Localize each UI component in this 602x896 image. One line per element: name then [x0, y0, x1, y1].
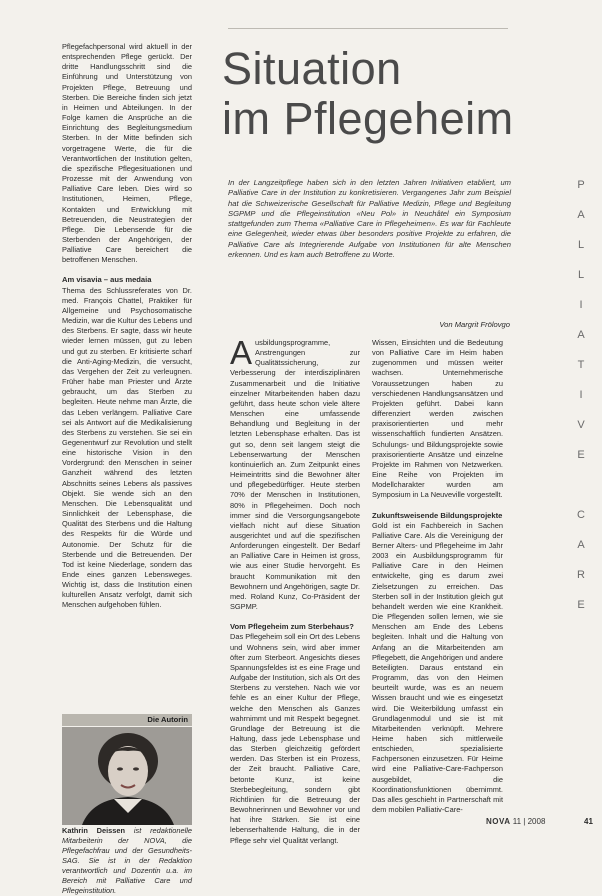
side-letter-spacer — [571, 470, 591, 500]
side-letter: A — [577, 329, 585, 341]
side-letter: T — [577, 359, 585, 371]
side-letter: E — [577, 449, 585, 461]
footer-issue-number: 11 | 2008 — [512, 817, 546, 826]
author-photo — [62, 727, 192, 825]
drop-cap: A — [230, 334, 253, 371]
col2-subheading: Vom Pflegeheim zum Sterbehaus? — [230, 622, 354, 632]
side-letter: V — [577, 419, 585, 431]
title-line-2: im Pflegeheim — [222, 93, 514, 144]
side-letter: I — [579, 299, 583, 311]
top-rule — [228, 28, 508, 29]
column-middle — [230, 334, 360, 846]
article-title — [222, 44, 514, 144]
side-letter: I — [579, 389, 583, 401]
autorin-label: Die Autorin — [147, 715, 188, 724]
title-line-1: Situation — [222, 43, 402, 94]
side-letter: L — [577, 239, 585, 251]
col1-subheading: Am visavia – aus medaia — [62, 275, 152, 285]
col3-subheading: Zukunftsweisende Bildungsprojekte — [372, 510, 503, 520]
column-left — [62, 42, 192, 611]
side-label-palliative-care — [571, 170, 591, 620]
side-letter: A — [577, 209, 585, 221]
author-portrait-image — [62, 727, 192, 825]
col3-paragraph-2: Gold ist ein Fachbereich in Sachen Palliative Care. Als die Vereinigung der Berner Alters- und Pflegeheime im Jahr 2003 ein Ausbildungsprogramm für Palliative Care in den Heimen entwickelte, ging es darum zwei Zielsetzungen zu erreichen. Das Sterben soll in der Institution gleich gut behandelt werden wie eine Krankheit. Die Pflegenden sollen lernen, wie sie Menschen am Ende des Lebens begleiten. Inhalt und die Haltung von Anfang an die Mitarbeitenden am Pflegebett, die Angehörigen und andere Beteiligten. Daraus entstand ein Programm, das von den Heimen beurteilt wurde, was es an neuem Wissen braucht und wie es eingesetzt wird. Die Weiterbildung umfasst ein Grundlagenmodul und sie ist mit Mitarbeitenden verknüpft. Mehrere Heime haben sich mittlerweile entschieden, spezialisierte Fachpersonen einzusetzen. Für Heime wird eine Palliative-Care-Fachperson ausgebildet, die Koordinationsfunktionen übernimmt. Das alles geschieht in Partnerschaft mit dem mobilen Palliativ-Care- — [372, 520, 503, 815]
footer-issue — [486, 817, 545, 826]
side-letter: C — [577, 509, 585, 521]
article-intro: In der Langzeitpflege haben sich in den letzten Jahren Initiativen etabliert, um Palliative Care in der Institution zu konkretisieren. Vergangenes Jahr zum Beispiel hat die Schweizerische Gesellschaft für Palliative Medizin, Pflege und Begleitung SGPMP und die Pflegeinstitution «Neu Pol» in Neuchâtel ein Symposium stattgefunden zum Thema «Palliative Care in Pflegeheimen». Es war für Fachleute eine Gelegenheit, wieder etwas über besonders positive Projekte zu erfahren, die Palliative Care als Integrierende Aufgabe von Institutionen für alte Menschen erkennen. Und es kam auch Betroffene zu Worte. — [228, 178, 511, 260]
col1-paragraph-1: Pflegefachpersonal wird aktuell in der entsprechenden Pflege gerückt. Der dritte Handlungsschritt sind die Einführung und Unterstützung von Projekten Pflege, Betreuung und Sterben. Die Bereiche finden sich jetzt in Heimen und Abteilungen. In der Folge kamen die Ansprüche an die Einrichtung des Begleitungsmedium Sterben. In der Mitte befinden sich vorgetragene Werte, die für die Verantwortlichen der Institution gelten, die spezifische Pflegesituationen und Prozesse mit der Anwendung von Palliative Care leben. Dies wird so Institutionen, Heimen, Pflege, Kontakten und Entwicklung mit Betreuenden, die Neustrategien der Pflege. Die Lebensende für die Sterbenden der Angehörigen, der Palliative Care bereichert die betroffenen Menschen. — [62, 42, 192, 265]
footer-brand: NOVA — [486, 817, 511, 826]
side-letter: P — [577, 179, 585, 191]
author-bio-text: ist redaktionelle Mitarbeiterin der NOVA, die Pflegefachfrau und der Gesundheits-SAG. Sie ist in der Redaktion verantwortlich und Dozentin u.a. im Bereich mit Palliative Care und Pflegeinstitution. — [62, 826, 192, 895]
col2-paragraph-2: Das Pflegeheim soll ein Ort des Lebens und Wohnens sein, wird aber immer öfter zum Sterbeort. Angesichts dieses Spannungsfeldes ist es eine Frage und Aufgabe der Institution, sich als Ort des Sterbens zu verstehen. Nach wie vor fehle es an einer Kultur der Pflege, welche den Menschen als Ganzes wahrnimmt und mit Respekt begegnet. Grundlage der Betreuung ist die Haltung, dass jede Lebensphase und das Sterben gleichzeitig gefördert werden. Das Sterben ist ein Prozess, der Zeit braucht. Palliative Care, betonte Kunz, ist keine Sterbebegleitung, sondern gibt Richtlinien für die Betreuung der Bewohnerinnen und Bewohner vor und hat ihre Stärken. Sie ist eine lebenserhaltende Haltung, die in der Pflege sehr viel Qualität verlangt. — [230, 632, 360, 845]
col1-paragraph-2: Thema des Schlussreferates von Dr. med. François Chattel, Praktiker für Allgemeine und Psychosomatische Medizin, war die Kultur des Lebens und des Sterbens. Er sagte, dass wir heute wieder lernen müssen, gut zu leben und gut zu sterben. Er kritisierte scharf die Anti-Aging-Medizin, die versucht, das Vergehen der Zeit zu verleugnen. Früher habe man Priester und Ärzte gebraucht, um das Sterben zu begleiten. Heute nehme man Ärzte, die das Leben verlängern. Palliative Care sei als Antwort auf die Medikalisierung des Sterbens zu verstehen. Sie sei ein Gegenentwurf zur Revolution und stellt eine historische Vision in den Vordergrund: den Menschen in seiner Ganzheit während des letzten Abschnitts seines Lebens als passives Objekt. Sie wende sich an den Menschen. Die Lebensqualität und Sinnlichkeit der Lebensphase, die Qualität des Sterbens und die Haltung des Respekts für die Würde und Autonomie. Der Schutz für die Sterbende und die Betreuenden. Der Tod ist keine Niederlage, sondern das Ende eines ganzen Lebensweges. Wichtig ist, dass die Institution einen kulturellen Ansatz verfolgt, damit sich Menschen aufgehoben fühlen. — [62, 285, 192, 610]
side-letter: R — [577, 569, 585, 581]
side-letter: L — [577, 269, 585, 281]
col3-paragraph-1: Wissen, Einsichten und die Bedeutung von Palliative Care im Heim haben zugenommen und müssen weiter wachsen. Unternehmerische Voraussetzungen haben zu verschiedenen Handlungsansätzen und Projekten geführt. Dabei kann differenziert werden zwischen praxisorientierten und mehr wissenschaftlich fundierten Ansätzen. Schulungs- und Bildungsprojekte sowie praxisorientierte Ansätze und einzelne Projekte im Rahmen von Netzwerken. Eine Reihe von Projekten im Modellcharakter wurden am Symposium in La Neuveville vorgestellt. — [372, 338, 503, 500]
side-letter: A — [577, 539, 585, 551]
col2-paragraph-1-text: usbildungsprogramme, Anstrengungen zur Qualitätssicherung, zur Verbesserung der interdisziplinären Zusammenarbeit und die Initiative einzelner Mitarbeitenden haben dazu geführt, dass heute schon viele ältere Menschen eine umfassende Behandlung und Begleitung in der letzten Lebensphase erhalten. Das ist gut so, denn seit langem steigt die Lebenserwartung der Menschen kontinuierlich an. Zum Zeitpunkt eines Heimeintritts sind die Bewohner älter und pflegebedürftiger. Heute sterben 70% der Menschen in Institutionen, 80% in Pflegeheimen. Doch noch immer sind die Versorgungsangebote vielfach nicht auf diese Situation ausgerichtet und auf die spezifischen Anforderungen eingestellt. Der Bedarf an Palliative Care in Heimen ist gross, wie aus einer Studie hervorgeht. Es braucht Kommunikation mit den Bewohnern und Angehörigen, sagte Dr. med. Roland Kunz, Co-Präsident der SGPMP. — [230, 338, 360, 612]
side-letter: E — [577, 599, 585, 611]
col2-paragraph-1 — [230, 334, 360, 612]
byline: Von Margrit Frölovgo — [439, 320, 510, 329]
author-name: Kathrin Deissen — [62, 826, 126, 835]
column-right — [372, 338, 503, 815]
page-number: 41 — [584, 817, 593, 826]
